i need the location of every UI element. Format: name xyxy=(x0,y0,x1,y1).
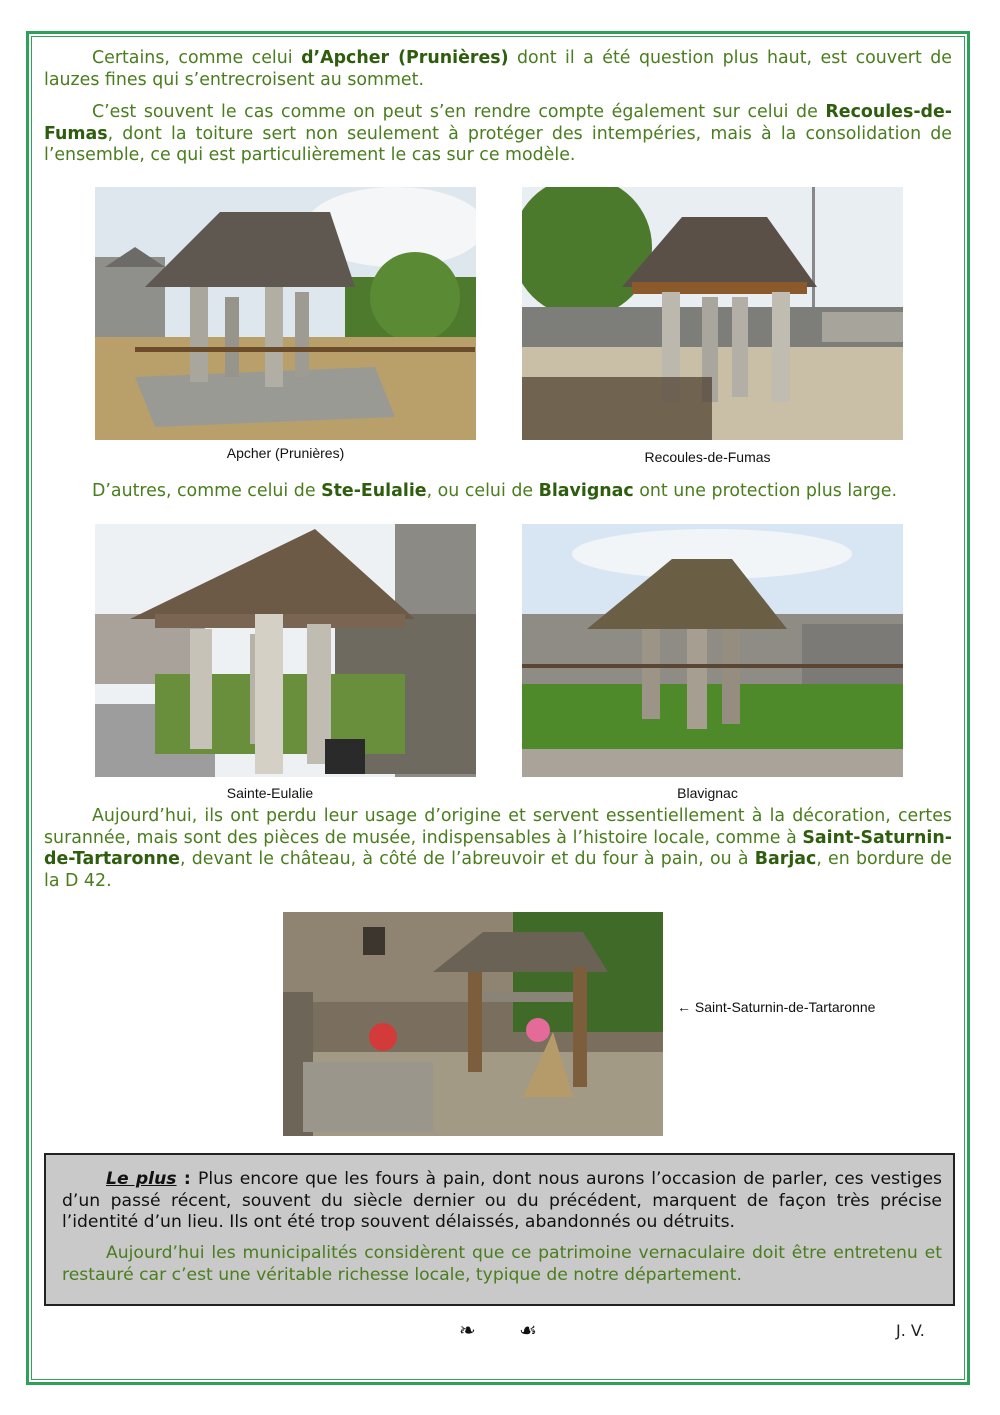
text: C’est souvent le cas comme on peut s’en rendre compte également sur celui de xyxy=(92,102,826,122)
caption-recoules: Recoules-de-Fumas xyxy=(644,449,771,465)
place-name-apcher: d’Apcher (Prunières) xyxy=(301,48,509,68)
caption-apcher: Apcher (Prunières) xyxy=(226,445,345,461)
le-plus-colon: : xyxy=(176,1169,198,1189)
le-plus-conclusion-text: Aujourd’hui les municipalités considèrent que ce patrimoine vernaculaire doit être entretenu et restauré car c’est une véritable richesse locale, typique de notre département. xyxy=(62,1243,942,1285)
photo-blavignac xyxy=(522,524,903,777)
place-name-barjac: Barjac xyxy=(754,849,817,869)
ornament-right-icon: ☙ xyxy=(519,1318,537,1342)
le-plus-text: Plus encore que les fours à pain, dont nous aurons l’occasion de parler, ces vestiges d’un passé récent, souvent du siècle dernier ou du précédent, marquent de façon très précise l’identité d’un lieu. Ils ont été trop souvent délaissés, abandonnés ou détruits. xyxy=(62,1169,943,1232)
text: , dont la toiture sert non seulement à protéger des intempéries, mais à la consolidation de l’ensemble, ce qui est particulièrement le cas sur ce modèle. xyxy=(44,123,952,165)
le-plus-conclusion xyxy=(62,1243,942,1286)
caption-blavignac: Blavignac xyxy=(677,785,738,801)
ornament-left-icon: ❧ xyxy=(459,1318,476,1342)
text: Aujourd’hui, ils ont perdu leur usage d’origine et servent essentiellement à la décoration, certes surannée, mais sont des pièces de musée, indispensables à l’histoire locale, comme à xyxy=(44,806,952,848)
place-name-recoules: Recoules-de-Fumas xyxy=(44,102,952,144)
caption-saint-saturnin: ← Saint-Saturnin-de-Tartaronne xyxy=(677,999,876,1015)
place-name-eulalie: Ste-Eulalie xyxy=(321,481,427,501)
text: , devant le château, à côté de l’abreuvoir et du four à pain, ou à xyxy=(179,849,755,869)
text: Certains, comme celui xyxy=(92,48,302,68)
place-name-blavignac: Blavignac xyxy=(538,481,634,501)
text: , ou celui de xyxy=(426,481,539,501)
text: ont une protection plus large. xyxy=(633,481,897,501)
photo-apcher xyxy=(95,187,476,440)
photo-saint-saturnin xyxy=(283,912,663,1136)
photo-sainte-eulalie xyxy=(95,524,476,777)
place-name-saint-saturnin: Saint-Saturnin-de-Tartaronne xyxy=(44,827,952,869)
paragraph-recoules xyxy=(44,102,952,167)
paragraph-apcher xyxy=(44,48,952,91)
caption-sainte-eulalie: Sainte-Eulalie xyxy=(226,785,314,801)
photo-recoules xyxy=(522,187,903,440)
paragraph-saint-saturnin xyxy=(44,806,952,892)
paragraph-eulalie-blavignac xyxy=(44,481,952,503)
le-plus-paragraph xyxy=(62,1169,942,1234)
text: dont il a été question plus haut, est couvert de lauzes fines qui s’entrecroisent au sommet. xyxy=(44,48,952,90)
text: D’autres, comme celui de xyxy=(92,481,322,501)
le-plus-box xyxy=(44,1153,955,1306)
le-plus-label: Le plus xyxy=(106,1169,177,1189)
text: , en bordure de la D 42. xyxy=(44,849,952,891)
signature: J. V. xyxy=(896,1321,925,1340)
